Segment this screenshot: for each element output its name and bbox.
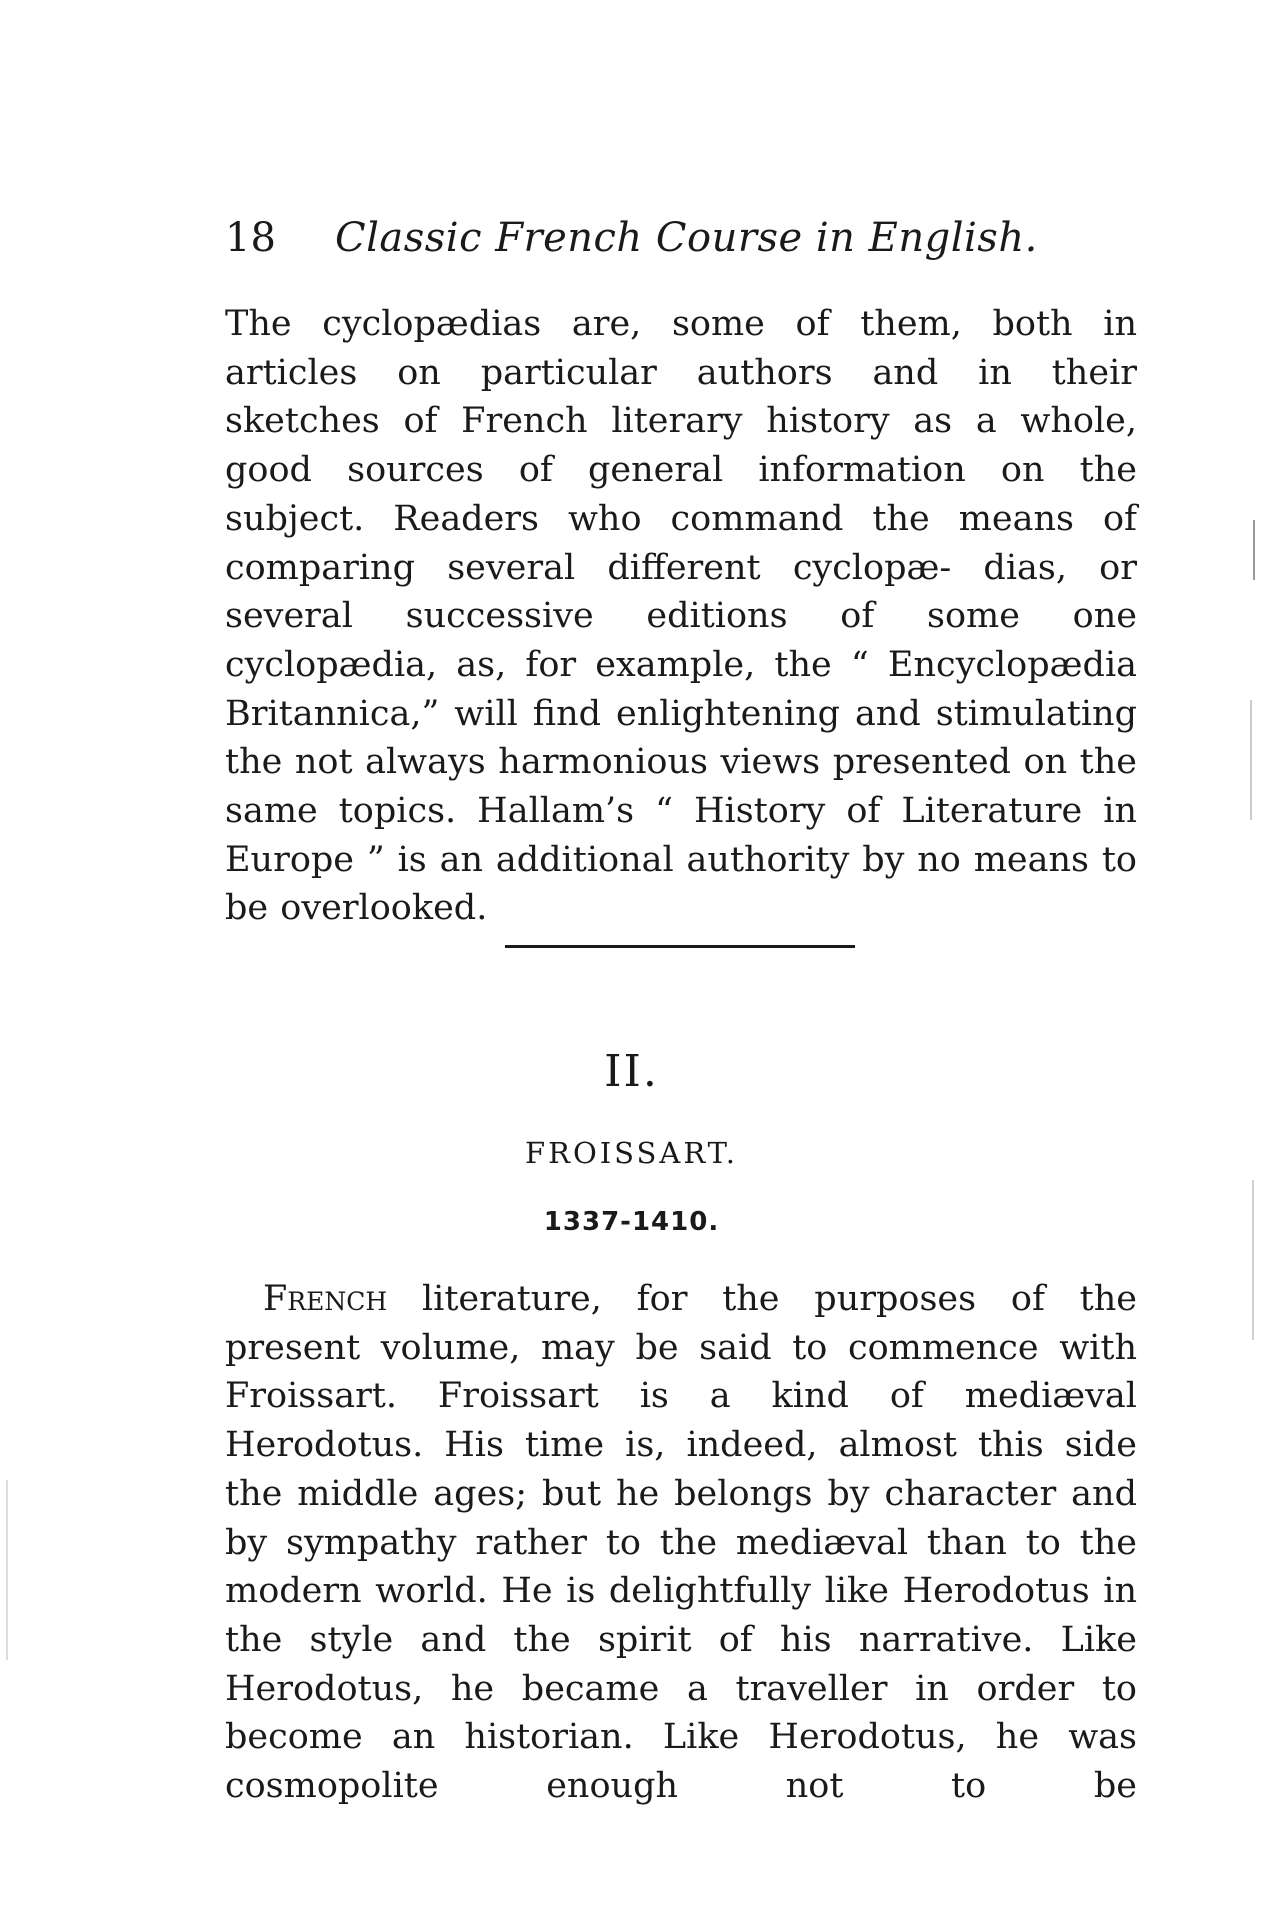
text-line: cyclopædia, as, for example, the “ Encyclopædia: [225, 644, 1137, 685]
text-line: on particular authors and in their sketches of French: [225, 352, 1137, 442]
text-line: to the mediæval than to the modern world. He is: [225, 1522, 1137, 1612]
first-word-small-caps: French: [263, 1279, 388, 1319]
running-title: Classic French Course in English.: [335, 215, 1038, 261]
text-line: the not always harmonious views presented on the: [225, 742, 1137, 783]
text-line: the means of comparing several different cyclopæ-: [225, 498, 1137, 588]
text-line: literature, for the purposes of the present: [225, 1279, 1137, 1368]
scan-speck: [1252, 1180, 1254, 1340]
text-line: Europe ” is an additional authority by no means to: [225, 839, 1137, 880]
text-line: information on the subject. Readers who command: [225, 450, 1137, 539]
intro-paragraph: [225, 300, 1137, 933]
text-line: Froissart is a kind of mediæval Herodotus. His: [225, 1376, 1137, 1466]
text-line: be overlooked.: [225, 888, 488, 929]
text-line: same topics. Hallam’s “ History of Literature in: [225, 791, 1137, 832]
text-line: spirit of his narrative. Like Herodotus, he became: [225, 1619, 1137, 1709]
text-line: a traveller in order to become an historian. Like: [225, 1668, 1138, 1758]
chapter-dates: 1337-1410.: [543, 1207, 720, 1237]
scan-speck: [6, 1480, 8, 1660]
chapter-title: FROISSART.: [525, 1136, 738, 1170]
text-line: The cyclopædias are, some of them, both in articles: [225, 304, 1137, 393]
running-head: [225, 208, 1140, 268]
page-number: 18: [225, 215, 276, 261]
text-line: Britannica,” will find enlightening and stimulating: [225, 693, 1137, 734]
scan-speck: [1253, 520, 1255, 580]
text-line: literary history as a whole, good sources of general: [225, 401, 1137, 491]
chapter-paragraph: [225, 1275, 1137, 1811]
section-divider-rule: [505, 945, 855, 948]
chapter-number: II.: [604, 1046, 659, 1097]
text-line: Herodotus, he was cosmopolite enough not to be: [225, 1717, 1137, 1807]
text-line: volume, may be said to commence with Froissart.: [225, 1327, 1137, 1417]
scan-speck: [1250, 700, 1252, 820]
text-line: but he belongs by character and by sympathy rather: [225, 1473, 1137, 1563]
text-line: time is, indeed, almost this side the middle ages;: [225, 1425, 1137, 1514]
text-line: dias, or several successive editions of some one: [225, 547, 1137, 637]
text-line: delightfully like Herodotus in the style and the: [225, 1571, 1137, 1660]
